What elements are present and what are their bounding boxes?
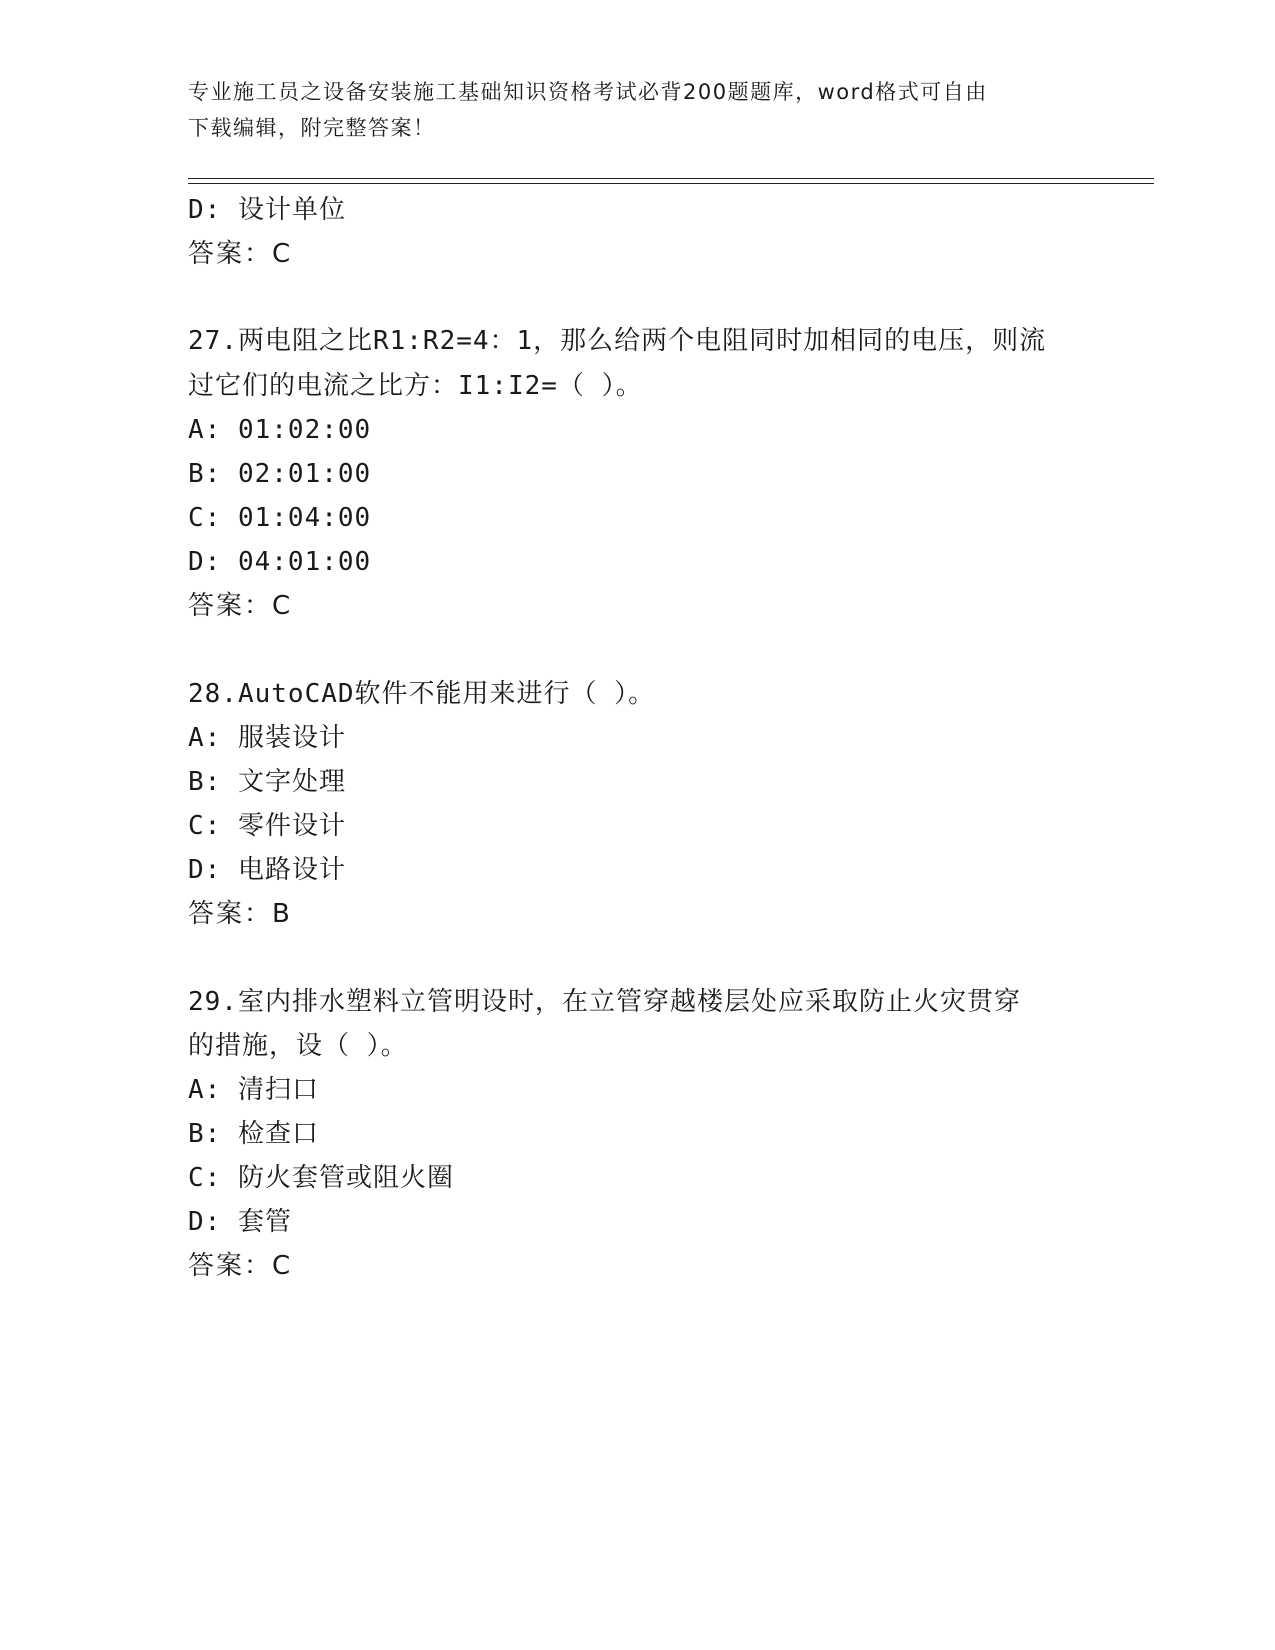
- question-27-option-c: C: 01:04:00: [188, 503, 372, 533]
- header-divider-top: [188, 178, 1154, 179]
- question-29-stem-line-1: 29.室内排水塑料立管明设时，在立管穿越楼层处应采取防止火灾贯穿: [188, 987, 1021, 1017]
- question-28-option-d: D: 电路设计: [188, 855, 346, 885]
- question-29-answer: 答案：C: [188, 1251, 293, 1281]
- prev-question-answer: 答案：C: [188, 239, 293, 269]
- header-divider-bottom: [188, 183, 1154, 184]
- question-28-option-a: A: 服装设计: [188, 723, 346, 753]
- question-27-option-d: D: 04:01:00: [188, 547, 372, 577]
- question-29-option-d: D: 套管: [188, 1207, 292, 1237]
- document-header: [188, 74, 1088, 146]
- question-28-stem-line-1: 28.AutoCAD软件不能用来进行（ ）。: [188, 679, 656, 709]
- question-28-answer: 答案：B: [188, 899, 292, 929]
- header-title-line-2: 下载编辑，附完整答案！: [188, 116, 436, 140]
- question-27-stem-line-2: 过它们的电流之比方：I1:I2=（ ）。: [188, 371, 643, 401]
- question-28-option-b: B: 文字处理: [188, 767, 346, 797]
- question-28-option-c: C: 零件设计: [188, 811, 346, 841]
- question-29-stem-line-2: 的措施，设（ ）。: [188, 1031, 408, 1061]
- question-29-option-a: A: 清扫口: [188, 1075, 319, 1105]
- question-27-stem-line-1: 27.两电阻之比R1:R2=4：1，那么给两个电阻同时加相同的电压，则流: [188, 326, 1047, 356]
- header-title-line-1: 专业施工员之设备安装施工基础知识资格考试必背200题题库，word格式可自由: [188, 80, 988, 104]
- question-27-option-a: A: 01:02:00: [188, 415, 372, 445]
- question-29-option-c: C: 防火套管或阻火圈: [188, 1163, 454, 1193]
- question-27-answer: 答案：C: [188, 591, 293, 621]
- question-27-option-b: B: 02:01:00: [188, 459, 372, 489]
- question-29-option-b: B: 检查口: [188, 1119, 319, 1149]
- prev-question-option-d: D: 设计单位: [188, 195, 346, 225]
